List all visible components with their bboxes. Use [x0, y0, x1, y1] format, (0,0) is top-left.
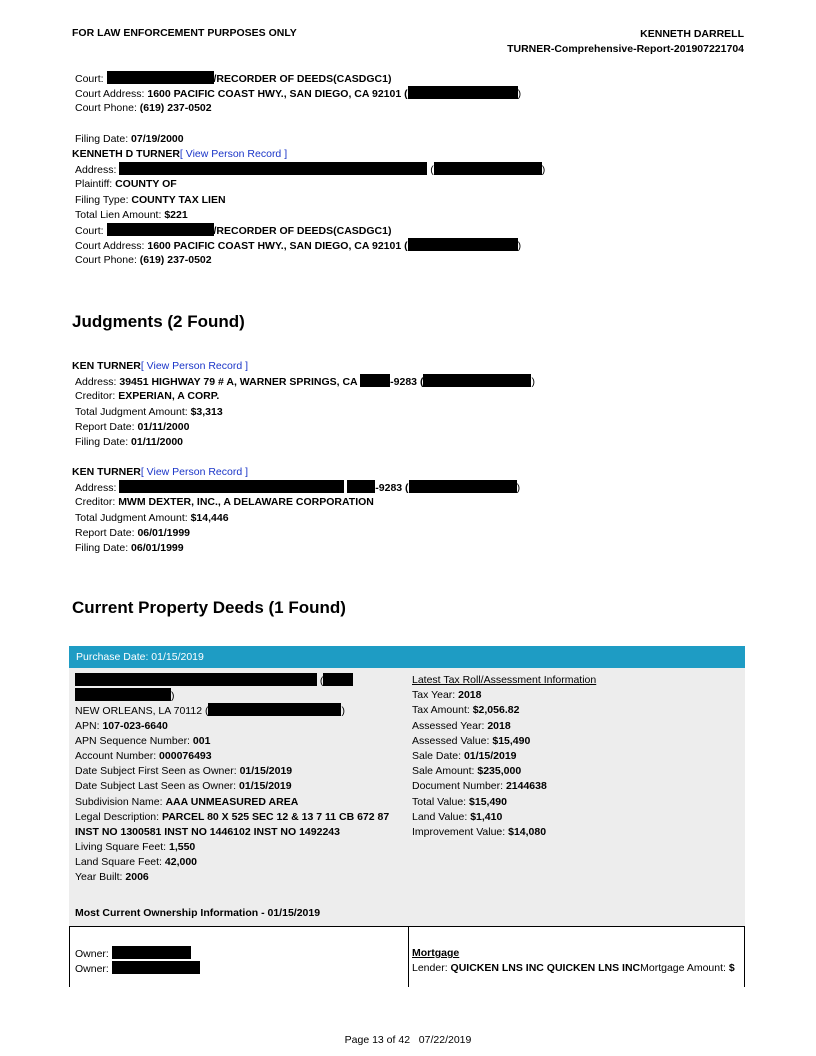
- court-phone-line: Court Phone: (619) 237-0502: [75, 254, 212, 267]
- filing-date-line: Filing Date: 01/11/2000: [75, 435, 184, 448]
- lender-line: Lender: QUICKEN LNS INC QUICKEN LNS INCMortgage Amount: $: [412, 962, 735, 975]
- redaction: [119, 162, 427, 175]
- redaction: [347, 480, 375, 493]
- court-address-line: Court Address: 1600 PACIFIC COAST HWY., SAN DIEGO, CA 92101 ( ): [75, 88, 522, 101]
- judgment-amount-line: Total Judgment Amount: $3,313: [75, 405, 223, 418]
- deeds-section-title: Current Property Deeds (1 Found): [72, 598, 346, 617]
- page-number: Page 13 of 42: [344, 1034, 411, 1046]
- judgment-amount-line: Total Judgment Amount: $14,446: [75, 511, 229, 524]
- address-line: Address: -9283 ( ): [75, 482, 521, 495]
- redaction: [208, 703, 341, 716]
- view-person-record-link[interactable]: [ View Person Record ]: [140, 360, 249, 372]
- redaction: [323, 673, 353, 686]
- redaction: [112, 946, 191, 959]
- judgment-record: [72, 359, 752, 450]
- land-sqft-line: Land Square Feet: 42,000: [75, 856, 198, 869]
- lien-person-line: [72, 147, 752, 162]
- court-address-line: Court Address: 1600 PACIFIC COAST HWY., SAN DIEGO, CA 92101 ( ): [75, 240, 522, 253]
- address-line: Address: ( ): [75, 164, 546, 177]
- property-address-line: ): [75, 688, 405, 703]
- judgment-record: [72, 465, 752, 556]
- page-footer: [0, 1034, 816, 1046]
- document-number-line: Document Number: 2144638: [412, 780, 547, 793]
- address-line: Address: 39451 HIGHWAY 79 # A, WARNER SPRINGS, CA -9283 ( ): [75, 376, 535, 389]
- court-phone-line: Court Phone: (619) 237-0502: [75, 102, 212, 115]
- redaction: [75, 688, 171, 701]
- property-deed-card: [69, 646, 745, 986]
- table-divider: [408, 927, 409, 987]
- improvement-value-line: Improvement Value: $14,080: [412, 825, 547, 838]
- report-date-line: Report Date: 06/01/1999: [75, 526, 191, 539]
- footer-date: 07/22/2019: [418, 1034, 472, 1046]
- judgment-person-line: [72, 359, 752, 374]
- first-seen-line: Date Subject First Seen as Owner: 01/15/2019: [75, 765, 293, 778]
- redaction: [408, 86, 518, 99]
- apn-sequence-line: APN Sequence Number: 001: [75, 734, 211, 747]
- person-name: KENNETH D TURNER: [72, 148, 180, 160]
- creditor-line: Creditor: MWM DEXTER, INC., A DELAWARE CORPORATION: [75, 496, 374, 509]
- sale-date-line: Sale Date: 01/15/2019: [412, 749, 517, 762]
- judgments-section-title: Judgments (2 Found): [72, 312, 245, 331]
- lien-record: [72, 147, 752, 269]
- person-name: KEN TURNER: [72, 466, 141, 478]
- owners-column: [75, 946, 200, 976]
- redaction: [360, 374, 390, 387]
- redaction: [408, 238, 518, 251]
- report-header-left: FOR LAW ENFORCEMENT PURPOSES ONLY: [72, 27, 297, 39]
- ownership-table: [69, 926, 745, 987]
- redaction: [409, 480, 517, 493]
- redaction: [107, 223, 214, 236]
- apn-line: APN: 107-023-6640: [75, 719, 168, 732]
- living-sqft-line: Living Square Feet: 1,550: [75, 841, 196, 854]
- tax-year-line: Tax Year: 2018: [412, 689, 482, 702]
- account-number-line: Account Number: 000076493: [75, 749, 212, 762]
- mortgage-column: [412, 946, 735, 976]
- legal-description-continued: INST NO 1300581 INST NO 1446102 INST NO 1492243: [75, 825, 340, 838]
- redaction: [119, 480, 344, 493]
- report-header-right: [507, 27, 744, 57]
- total-value-line: Total Value: $15,490: [412, 795, 507, 808]
- lien-record-continued: [72, 71, 752, 147]
- report-date-line: Report Date: 01/11/2000: [75, 420, 190, 433]
- creditor-line: Creditor: EXPERIAN, A CORP.: [75, 390, 220, 403]
- owner-line: Owner:: [75, 961, 200, 976]
- subdivision-line: Subdivision Name: AAA UNMEASURED AREA: [75, 795, 299, 808]
- redaction: [107, 71, 214, 84]
- ownership-title: Most Current Ownership Information - 01/15/2019: [75, 907, 321, 919]
- judgment-person-line: [72, 465, 752, 480]
- redaction: [434, 162, 542, 175]
- report-id: TURNER-Comprehensive-Report-201907221704: [507, 43, 744, 55]
- last-seen-line: Date Subject Last Seen as Owner: 01/15/2019: [75, 780, 292, 793]
- table-border: [69, 927, 70, 987]
- deed-property-details: [75, 673, 405, 886]
- redaction: [75, 673, 317, 686]
- tax-amount-line: Tax Amount: $2,056.82: [412, 704, 520, 717]
- mortgage-heading: Mortgage: [412, 947, 460, 959]
- person-name: KEN TURNER: [72, 360, 141, 372]
- filing-date-line: Filing Date: 07/19/2000: [75, 132, 184, 145]
- view-person-record-link[interactable]: [ View Person Record ]: [179, 148, 288, 160]
- deed-tax-assessment: [412, 673, 742, 840]
- view-person-record-link[interactable]: [ View Person Record ]: [140, 466, 249, 478]
- purchase-date-header: Purchase Date: 01/15/2019: [69, 646, 745, 668]
- report-subject-name: KENNETH DARRELL: [640, 28, 744, 40]
- assessed-value-line: Assessed Value: $15,490: [412, 734, 531, 747]
- tax-roll-heading: Latest Tax Roll/Assessment Information: [412, 674, 597, 686]
- sale-amount-line: Sale Amount: $235,000: [412, 765, 522, 778]
- redaction: [112, 961, 200, 974]
- redaction: [423, 374, 531, 387]
- property-city-line: NEW ORLEANS, LA 70112 ( ): [75, 705, 345, 718]
- year-built-line: Year Built: 2006: [75, 871, 149, 884]
- filing-date-line: Filing Date: 06/01/1999: [75, 541, 184, 554]
- table-border: [744, 927, 745, 987]
- filing-type-line: Filing Type: COUNTY TAX LIEN: [75, 193, 226, 206]
- total-lien-line: Total Lien Amount: $221: [75, 208, 188, 221]
- land-value-line: Land Value: $1,410: [412, 810, 503, 823]
- owner-line: Owner:: [75, 946, 200, 961]
- legal-description-line: Legal Description: PARCEL 80 X 525 SEC 12 & 13 7 11 CB 672 87: [75, 810, 390, 823]
- court-line: Court: /RECORDER OF DEEDS(CASDGC1): [75, 73, 392, 85]
- property-address-line: (: [75, 673, 405, 688]
- assessed-year-line: Assessed Year: 2018: [412, 719, 511, 732]
- court-line: Court: /RECORDER OF DEEDS(CASDGC1): [75, 224, 392, 237]
- plaintiff-line: Plaintiff: COUNTY OF: [75, 178, 177, 191]
